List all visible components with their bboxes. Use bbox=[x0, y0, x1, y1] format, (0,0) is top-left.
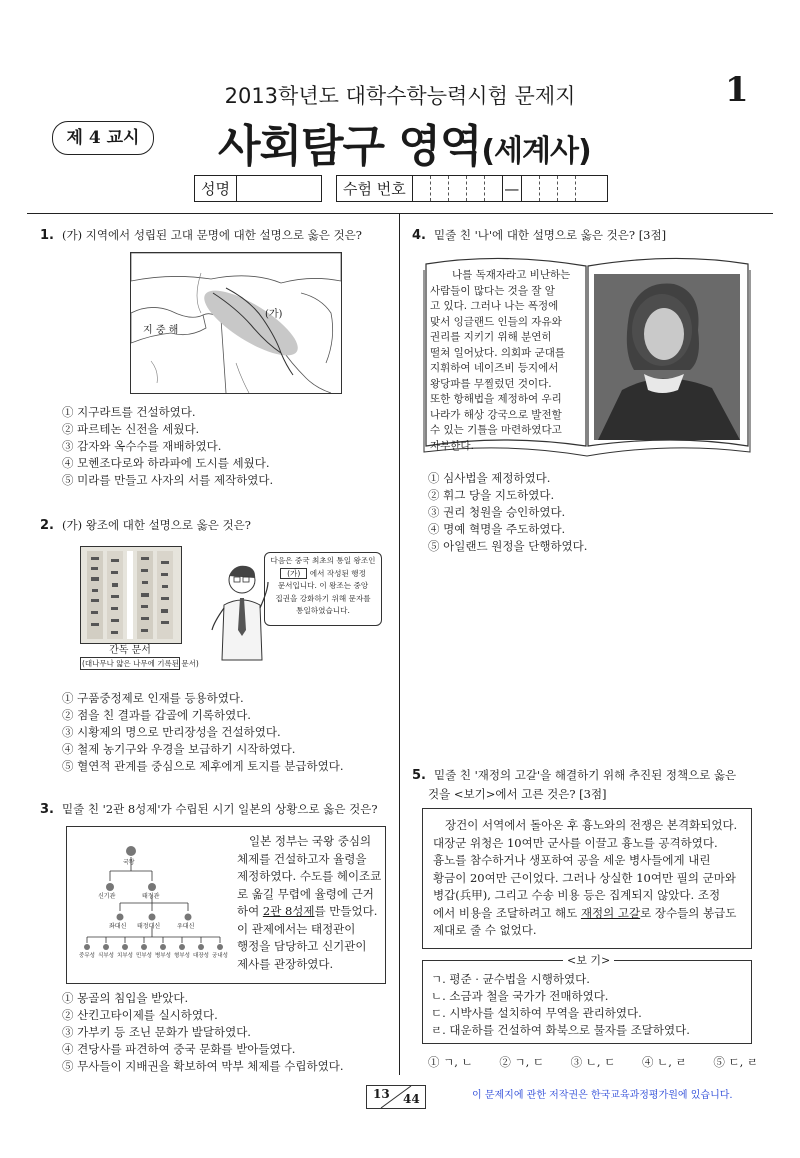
exam-number-cell[interactable] bbox=[449, 176, 467, 201]
answer-option[interactable]: ① ㄱ, ㄴ bbox=[428, 1055, 473, 1069]
org-l4: 민부성 bbox=[136, 953, 152, 959]
book-line: 나라가 해상 강국으로 발전할 bbox=[430, 408, 562, 421]
footer-page-current: 13 bbox=[373, 1087, 390, 1101]
option[interactable]: ① 지구라트를 건설하였다. bbox=[62, 405, 196, 419]
speech-bubble bbox=[264, 552, 382, 626]
caption-title: 간독 문서 bbox=[109, 645, 151, 656]
org-l3: 좌대신 bbox=[109, 923, 127, 930]
subject-name: 사회탐구 영역 bbox=[218, 121, 482, 172]
exam-title: 2013학년도 대학수학능력시험 문제지 bbox=[224, 84, 576, 108]
map-label-sea: 지 중 해 bbox=[143, 325, 179, 336]
option[interactable]: ③ 감자와 옥수수를 재배하였다. bbox=[62, 439, 222, 453]
underlined-term: 재정의 고갈 bbox=[580, 905, 641, 920]
passage-line: 행정을 담당하고 신기관이 bbox=[237, 939, 367, 953]
header-divider bbox=[27, 213, 773, 214]
org-l4: 형부성 bbox=[174, 953, 190, 959]
option[interactable]: ⑤ 무사들이 지배권을 확보하여 막부 체제를 수립하였다. bbox=[62, 1059, 344, 1073]
option[interactable]: ③ 권리 청원을 승인하였다. bbox=[428, 505, 566, 519]
book-line: 나를 독재자라고 비난하는 bbox=[452, 269, 571, 281]
passage-text: 를 만들었다. bbox=[314, 904, 378, 918]
question-number: 5. bbox=[412, 768, 426, 783]
option[interactable]: ⑤ 미라를 만들고 사자의 서를 제작하였다. bbox=[62, 473, 274, 487]
q4-options bbox=[428, 470, 587, 555]
bubble-blank: (가) bbox=[280, 568, 307, 579]
question-4 bbox=[412, 226, 666, 245]
exam-number-box bbox=[336, 175, 608, 202]
q2-options bbox=[62, 690, 343, 775]
passage-line: 이 관제에서는 태정관이 bbox=[237, 921, 356, 936]
option[interactable]: ④ 명예 혁명을 주도하였다. bbox=[428, 522, 566, 536]
exam-number-cell[interactable] bbox=[558, 176, 576, 201]
org-l3: 태정대신 bbox=[137, 923, 161, 930]
bamboo-slips-image bbox=[80, 546, 182, 644]
passage-line: 병갑(兵甲), 그리고 수송 비용 등은 집계되지 않았다. 조정 bbox=[433, 888, 721, 902]
question-number: 2. bbox=[40, 518, 54, 533]
question-1 bbox=[40, 226, 362, 245]
q3-options bbox=[62, 990, 343, 1075]
exam-number-cell[interactable] bbox=[485, 176, 503, 201]
book-line: 지휘하여 네이즈비 등지에서 bbox=[430, 362, 559, 374]
option[interactable]: ② 점을 친 결과를 갑골에 기록하였다. bbox=[62, 708, 251, 722]
passage-line: 장건이 서역에서 돌아온 후 흉노와의 전쟁은 본격화되었다. bbox=[445, 818, 738, 832]
student-id-row bbox=[194, 175, 608, 202]
subject-title bbox=[218, 110, 591, 174]
option[interactable]: ② 산킨고타이제를 실시하였다. bbox=[62, 1008, 218, 1022]
option[interactable]: ⑤ 혈연적 관계를 중심으로 제후에게 토지를 분급하였다. bbox=[62, 759, 344, 773]
q5-passage-box bbox=[422, 808, 752, 949]
answer-option[interactable]: ⑤ ㄷ, ㄹ bbox=[713, 1055, 758, 1069]
bubble-line: 문서입니다. 이 왕조는 중앙 bbox=[277, 581, 369, 590]
option[interactable]: ① 구품중정제로 인재를 등용하였다. bbox=[62, 691, 244, 705]
org-l3: 우대신 bbox=[177, 923, 195, 930]
book-line: 왕당파를 무찔렀던 것이다. bbox=[430, 377, 552, 390]
passage-line: 일본 정부는 국왕 중심의 bbox=[249, 834, 372, 848]
passage-text: 하여 bbox=[237, 904, 263, 918]
question-line: 것을 <보기>에서 고른 것은? [3점] bbox=[428, 787, 607, 801]
book-line: 떨쳐 일어났다. 의회파 군대를 bbox=[430, 346, 566, 359]
caption-sub: (대나무나 얇은 나무에 기록된 문서) bbox=[82, 659, 199, 668]
book-line: 사람들이 많다는 것을 잘 알 bbox=[430, 284, 555, 297]
passage-line: 흉노를 참수하거나 생포하여 공을 세운 병사들에게 내린 bbox=[433, 853, 711, 867]
exam-number-cell[interactable] bbox=[576, 176, 593, 201]
bogi-box bbox=[422, 954, 752, 1044]
name-label: 성명 bbox=[195, 176, 237, 201]
bogi-title: <보 기> bbox=[563, 952, 614, 968]
org-l4: 대장성 bbox=[193, 953, 209, 959]
question-text: 밑줄 친 '나'에 대한 설명으로 옳은 것은? [3점] bbox=[433, 228, 667, 242]
passage-line bbox=[237, 903, 377, 921]
map-label-region: (가) bbox=[265, 309, 283, 320]
passage-line: 대장군 위청은 10여만 군사를 이끌고 흉노를 공격하였다. bbox=[433, 835, 718, 850]
option[interactable]: ① 몽골의 침입을 받았다. bbox=[62, 991, 189, 1005]
bubble-line: 통일하였습니다. bbox=[296, 606, 350, 615]
option[interactable]: ③ 시황제의 명으로 만리장성을 건설하였다. bbox=[62, 725, 281, 739]
org-l4: 중무성 bbox=[79, 953, 95, 959]
question-number: 4. bbox=[412, 228, 426, 243]
q3-box bbox=[66, 826, 386, 984]
copyright-notice: 이 문제지에 관한 저작권은 한국교육과정평가원에 있습니다. bbox=[472, 1090, 733, 1101]
book-line: 수 있는 기틀을 마련하였다고 bbox=[430, 424, 562, 436]
passage-line: 제사를 관장하였다. bbox=[237, 956, 334, 971]
org-chart-lines bbox=[75, 843, 235, 963]
exam-number-cell[interactable] bbox=[467, 176, 485, 201]
exam-number-dash: — bbox=[503, 176, 522, 201]
bogi-item: ㄱ. 평준 · 균수법을 시행하였다. bbox=[431, 972, 590, 986]
answer-option[interactable]: ② ㄱ, ㄷ bbox=[499, 1055, 545, 1069]
book-line: 권리를 지키기 위해 분연히 bbox=[430, 331, 552, 343]
question-text: (가) 왕조에 대한 설명으로 옳은 것은? bbox=[61, 518, 251, 532]
question-number: 1. bbox=[40, 228, 54, 243]
exam-number-cell[interactable] bbox=[431, 176, 449, 201]
question-5 bbox=[412, 766, 764, 803]
exam-number-cell[interactable] bbox=[413, 176, 431, 201]
option[interactable]: ② 휘그 당을 지도하였다. bbox=[428, 488, 555, 502]
passage-line bbox=[433, 905, 741, 923]
teacher-figure bbox=[210, 560, 270, 670]
exam-number-cell[interactable] bbox=[540, 176, 558, 201]
bubble-line bbox=[269, 568, 377, 581]
name-box bbox=[194, 175, 322, 202]
passage-line: 황금이 20여만 근이었다. 그러나 상실한 10여만 필의 군마와 bbox=[433, 870, 736, 885]
book-line: 또한 항해법을 제정하여 우리 bbox=[430, 393, 562, 405]
q5-answers bbox=[428, 1054, 758, 1071]
book-text bbox=[430, 268, 582, 454]
option[interactable]: ④ 견당사를 파견하여 중국 문화를 받아들였다. bbox=[62, 1042, 296, 1056]
org-l2: 신기관 bbox=[98, 893, 116, 900]
book-line: 고 있다. 그러나 나는 폭정에 bbox=[430, 300, 559, 312]
org-l4: 병부성 bbox=[155, 953, 171, 959]
q1-map bbox=[130, 252, 342, 394]
question-2 bbox=[40, 516, 251, 535]
bogi-item: ㄷ. 시박사를 설치하여 무역을 관리하였다. bbox=[431, 1006, 642, 1020]
question-number: 3. bbox=[40, 802, 54, 817]
option[interactable]: ④ 철제 농기구와 우경을 보급하기 시작하였다. bbox=[62, 742, 296, 756]
period-badge: 제 4 교시 bbox=[52, 121, 154, 155]
question-text: 밑줄 친 '2관 8성제'가 수립된 시기 일본의 상황으로 옳은 것은? bbox=[61, 802, 378, 816]
org-l4: 식부성 bbox=[98, 953, 114, 959]
bamboo-slips-picture bbox=[81, 547, 181, 643]
passage-text: 로 장수들의 봉급도 bbox=[640, 905, 737, 920]
q1-options bbox=[62, 404, 273, 489]
question-text: (가) 지역에서 성립된 고대 문명에 대한 설명으로 옳은 것은? bbox=[61, 228, 362, 242]
book-line: 맞서 잉글랜드 인들의 자유와 bbox=[430, 315, 562, 328]
answer-option[interactable]: ④ ㄴ, ㄹ bbox=[641, 1055, 687, 1069]
bogi-item: ㄴ. 소금과 철을 국가가 전매하였다. bbox=[431, 989, 609, 1003]
org-top: 국왕 bbox=[123, 859, 135, 866]
bamboo-caption bbox=[80, 644, 199, 670]
passage-line: 제대로 줄 수 없었다. bbox=[433, 923, 537, 937]
open-book bbox=[422, 250, 752, 460]
footer-page-box bbox=[366, 1085, 426, 1109]
underlined-term: 2관 8성제 bbox=[262, 904, 315, 918]
exam-number-cell[interactable] bbox=[522, 176, 540, 201]
question-3 bbox=[40, 800, 378, 819]
footer-page-total: 44 bbox=[403, 1092, 420, 1106]
name-field[interactable] bbox=[237, 176, 321, 201]
answer-option[interactable]: ③ ㄴ, ㄷ bbox=[570, 1055, 616, 1069]
option[interactable]: ③ 가부키 등 조닌 문화가 발달하였다. bbox=[62, 1025, 251, 1039]
org-l4: 치부성 bbox=[117, 953, 133, 959]
column-divider bbox=[399, 213, 400, 1075]
passage-text: 에서 비용을 조달하려고 해도 bbox=[433, 905, 581, 920]
question-text: 밑줄 친 '재정의 고갈'을 해결하기 위해 추진된 정책으로 옳은 bbox=[433, 768, 737, 782]
bogi-item: ㄹ. 대운하를 건설하여 화북으로 물자를 조달하였다. bbox=[431, 1023, 690, 1037]
option[interactable]: ④ 모헨조다로와 하라파에 도시를 세웠다. bbox=[62, 456, 270, 470]
exam-number-label: 수험 번호 bbox=[337, 176, 413, 201]
bubble-line: 집권을 강화하기 위해 문자를 bbox=[275, 593, 371, 603]
org-l4: 궁내성 bbox=[212, 953, 228, 959]
org-l2: 태정관 bbox=[142, 893, 160, 900]
passage-line: 로 옮길 무렵에 율령에 근거 bbox=[237, 886, 374, 901]
question-line bbox=[412, 766, 764, 785]
subject-subname: (세계사) bbox=[481, 134, 591, 169]
teacher-icon bbox=[210, 560, 270, 670]
bogi-list bbox=[431, 971, 690, 1039]
book-line: 자부한다. bbox=[430, 439, 474, 452]
bubble-line: 다음은 중국 최초의 통일 왕조인 bbox=[270, 556, 376, 565]
q3-passage bbox=[237, 833, 382, 973]
bubble-line-text: 에서 작성된 행정 bbox=[309, 568, 366, 578]
passage-line: 체제를 건설하고자 율령을 bbox=[237, 851, 367, 866]
passage-line: 제정하였다. 수도를 헤이조쿄 bbox=[237, 869, 382, 883]
option[interactable]: ① 심사법을 제정하였다. bbox=[428, 471, 551, 485]
page-number: 1 bbox=[725, 70, 749, 110]
option[interactable]: ② 파르테논 신전을 세웠다. bbox=[62, 422, 200, 436]
option[interactable]: ⑤ 아일랜드 원정을 단행하였다. bbox=[428, 539, 588, 553]
